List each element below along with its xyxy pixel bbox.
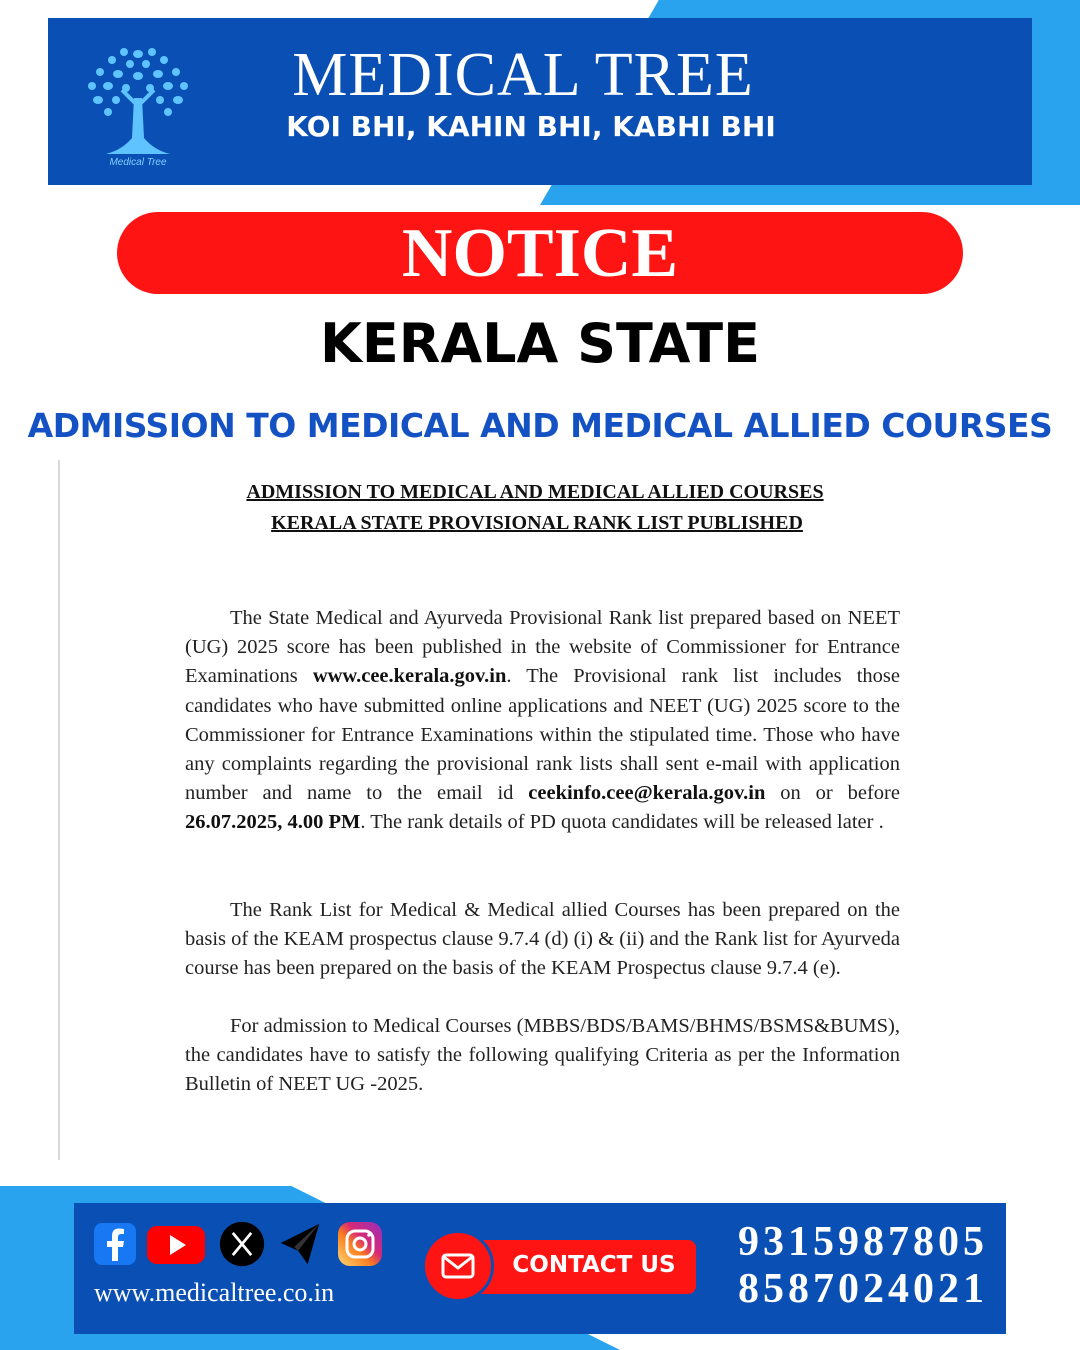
telegram-icon[interactable] [278,1220,322,1268]
facebook-icon[interactable] [92,1220,138,1268]
brand-title: MEDICAL TREE [292,41,754,109]
deadline: 26.07.2025, 4.00 PM [185,811,361,834]
instagram-icon[interactable] [336,1220,384,1268]
brand-tagline: KOI BHI, KAHIN BHI, KABHI BHI [286,110,776,143]
contact-mail-badge[interactable] [422,1230,494,1302]
document-heading-2: KERALA STATE PROVISIONAL RANK LIST PUBLISHED [271,512,803,534]
x-icon[interactable] [216,1220,268,1268]
notice-subtitle: ADMISSION TO MEDICAL AND MEDICAL ALLIED COURSES [27,406,1053,445]
cee-website-link: www.cee.kerala.gov.in [312,665,507,688]
phone-number-2[interactable]: 8587024021 [738,1266,988,1312]
contact-us-label[interactable]: CONTACT US [512,1252,676,1278]
logo-caption: Medical Tree [109,157,167,168]
p1-text-c: on or before [765,782,900,805]
p1-text-d: . The rank details of PD quota candidates will be released later . [360,811,884,834]
document-heading-1: ADMISSION TO MEDICAL AND MEDICAL ALLIED COURSES [246,481,824,503]
phone-number-1[interactable]: 9315987805 [738,1219,988,1265]
document-paragraph-1 [185,604,900,838]
mail-icon [425,1233,491,1299]
cee-email: ceekinfo.cee@kerala.gov.in [528,782,766,805]
state-title: KERALA STATE [320,312,760,375]
footer-website[interactable]: www.medicaltree.co.in [94,1278,335,1307]
notice-label: NOTICE [401,215,679,292]
document-paragraph-2: The Rank List for Medical & Medical allied Courses has been prepared on the basis of the KEAM prospectus clause 9.7.4 (d) (i) & (ii) and the Rank list for Ayurveda course has been prepared on the basis of the KEAM Prospectus clause 9.7.4 (e). [185,899,900,980]
document-paragraph-3: For admission to Medical Courses (MBBS/BDS/BAMS/BHMS/BSMS&BUMS), the candidates have to satisfy the following qualifying Criteria as per the Information Bulletin of NEET UG -2025. [185,1015,900,1096]
p1-text-b: . The Provisional rank list includes those candidates who have submitted online applications and NEET (UG) 2025 score to the Commissioner for Entrance Examinations within the stipulated time. Those who have any complaints regarding the provisional rank lists shall sent e-mail with application number and name to the email id [185,665,900,805]
p1-text-a: The State Medical and Ayurveda Provisional Rank list prepared based on NEET (UG) 2025 score has been published in the website of Commissioner for Entrance Examinations [185,607,900,688]
youtube-icon[interactable] [146,1220,206,1268]
